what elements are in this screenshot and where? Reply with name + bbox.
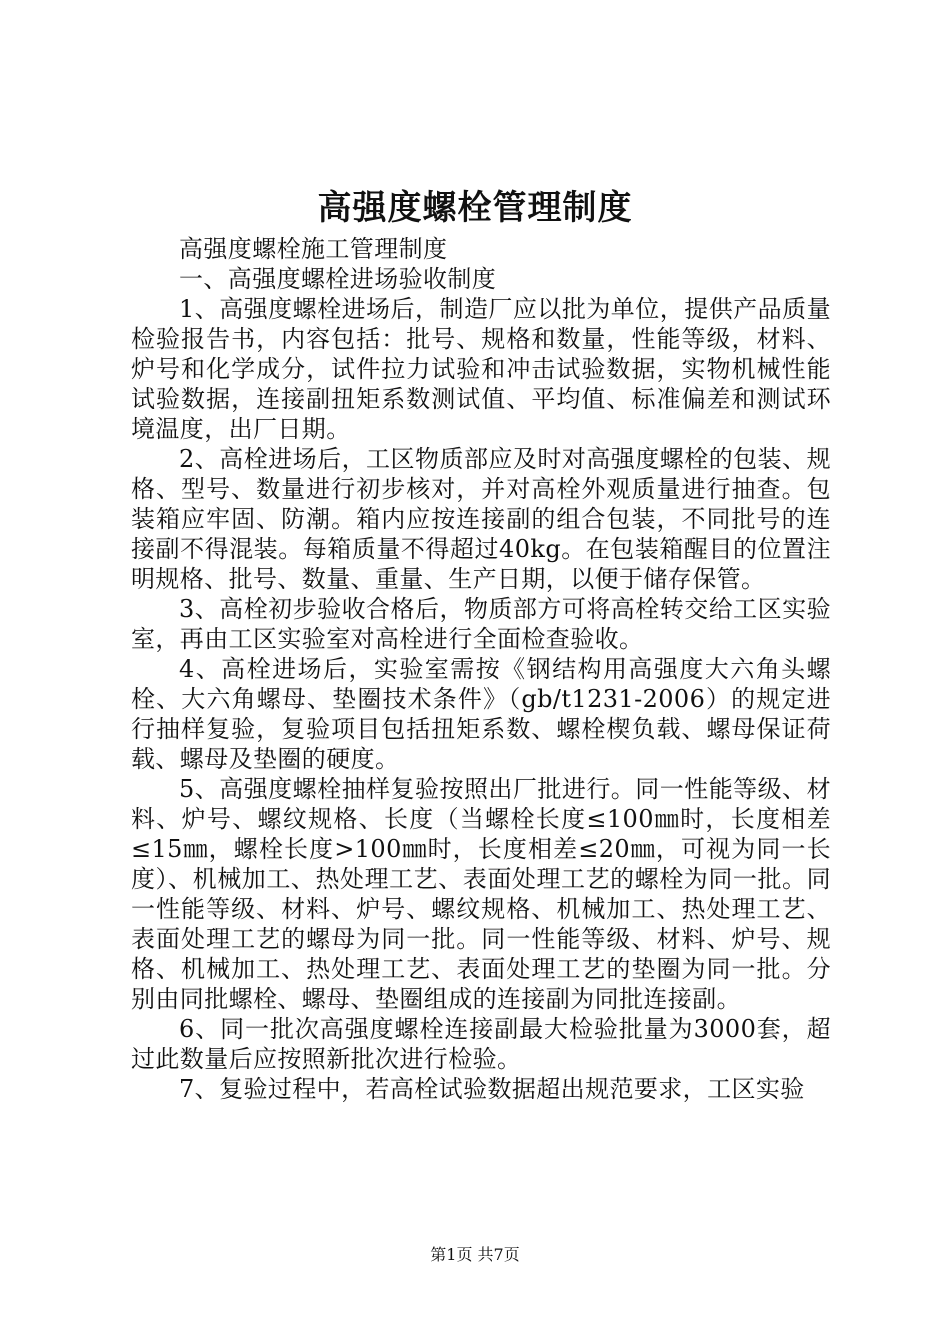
paragraph-item-5: 5、高强度螺栓抽样复验按照出厂批进行。同一性能等级、材料、炉号、螺纹规格、长度（当螺栓长度≤100㎜时，长度相差≤15㎜，螺栓长度>100㎜时，长度相差≤20㎜，可视为同一长度）、机械加工、热处理工艺、表面处理工艺的螺栓为同一批。同一性能等级、材料、炉号、螺纹规格、机械加工、热处理工艺、表面处理工艺的螺母为同一批。同一性能等级、材料、炉号、规格、机械加工、热处理工艺、表面处理工艺的垫圈为同一批。分别由同批螺栓、螺母、垫圈组成的连接副为同批连接副。: [131, 775, 831, 1013]
paragraph-item-1: 1、高强度螺栓进场后，制造厂应以批为单位，提供产品质量检验报告书，内容包括：批号、规格和数量，性能等级，材料、炉号和化学成分，试件拉力试验和冲击试验数据，实物机械性能试验数据，连接副扭矩系数测试值、平均值、标准偏差和测试环境温度，出厂日期。: [131, 295, 831, 443]
paragraph-item-7: 7、复验过程中，若高栓试验数据超出规范要求，工区实验: [179, 1075, 805, 1103]
paragraph-item-3: 3、高栓初步验收合格后，物质部方可将高栓转交给工区实验室，再由工区实验室对高栓进行全面检查验收。: [131, 595, 831, 653]
paragraph-item-6: 6、同一批次高强度螺栓连接副最大检验批量为3000套，超过此数量后应按照新批次进行检验。: [131, 1015, 831, 1073]
document-title: 高强度螺栓管理制度: [317, 188, 633, 228]
page-footer: 第1页 共7页: [430, 1245, 520, 1264]
subsection-heading: 一、高强度螺栓进场验收制度: [179, 265, 497, 293]
section-heading: 高强度螺栓施工管理制度: [179, 235, 448, 263]
paragraph-item-2: 2、高栓进场后，工区物质部应及时对高强度螺栓的包装、规格、型号、数量进行初步核对，并对高栓外观质量进行抽查。包装箱应牢固、防潮。箱内应按连接副的组合包装，不同批号的连接副不得混装。每箱质量不得超过40kg。在包装箱醒目的位置注明规格、批号、数量、重量、生产日期，以便于储存保管。: [131, 445, 831, 593]
document-body: [131, 234, 831, 1104]
paragraph-item-4: 4、高栓进场后，实验室需按《钢结构用高强度大六角头螺栓、大六角螺母、垫圈技术条件》（gb/t1231-2006）的规定进行抽样复验，复验项目包括扭矩系数、螺栓楔负载、螺母保证荷载、螺母及垫圈的硬度。: [131, 655, 831, 773]
